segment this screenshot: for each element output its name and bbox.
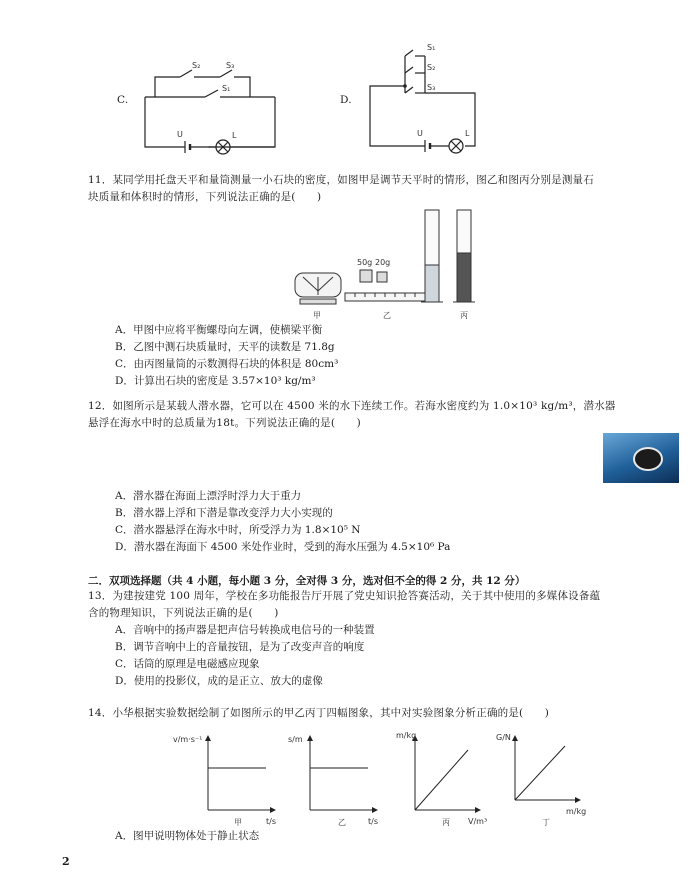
lamp-label: L [465, 129, 470, 138]
page-number: 2 [62, 855, 70, 868]
graph-xlabel: t/s [368, 817, 378, 826]
switch-label: S₁ [427, 43, 436, 52]
option-c: C．潜水器悬浮在海水中时，所受浮力为 1.8×10⁵ N [115, 524, 361, 536]
question-12-options [115, 488, 450, 556]
graph-label: 甲 [234, 818, 242, 827]
graph-ylabel: s/m [288, 735, 303, 744]
q14-graphs [170, 728, 600, 828]
graph-bing [415, 736, 480, 810]
q11-figure [285, 205, 495, 325]
submersible-photo [603, 433, 679, 483]
graph-label: 丙 [442, 818, 450, 827]
switch-label: S₂ [192, 61, 201, 70]
graph-ylabel: G/N [496, 733, 511, 742]
weights-icon [345, 270, 425, 301]
switch-label: S₁ [222, 84, 231, 93]
option-a: A．音响中的扬声器是把声信号转换成电信号的一种装置 [115, 624, 375, 636]
figure-label-yi: 乙 [383, 311, 391, 320]
balance-scale-icon [295, 273, 341, 304]
graph-xlabel: m/kg [566, 807, 587, 816]
switch-label: S₃ [427, 83, 436, 92]
option-d: D．计算出石块的密度是 3.57×10³ kg/m³ [115, 375, 316, 387]
measuring-cylinder-icon [421, 210, 475, 302]
option-a: A．甲图中应将平衡螺母向左调，使横梁平衡 [115, 324, 323, 336]
switch-label: S₂ [427, 63, 436, 72]
option-d: D．潜水器在海面下 4500 米处作业时，受到的海水压强为 4.5×10⁶ Pa [115, 541, 451, 553]
question-14-option-a: A．图甲说明物体处于静止状态 [115, 830, 260, 842]
question-14-stem: 14．小华根据实验数据绘制了如图所示的甲乙丙丁四幅图象，其中对实验图象分析正确的是( ) [88, 707, 550, 719]
lamp-label: L [232, 131, 237, 140]
section-2-title: 二．双项选择题（共 4 小题，每小题 3 分，全对得 3 分，选对但不全的得 2 分，共 12 分） [88, 575, 526, 587]
graph-xlabel: V/m³ [468, 817, 488, 826]
question-12-stem: 12．如图所示是某载人潜水器，它可以在 4500 米的水下连续工作。若海水密度约为 1.0×10³ kg/m³，潜水器 悬浮在海水中时的总质量为18t。下列说法正确的是( ) [88, 400, 616, 429]
circuit-c-diagram [130, 55, 290, 155]
option-d: D．使用的投影仪，成的是正立、放大的虚像 [115, 675, 323, 687]
circuit-d-diagram [355, 38, 505, 160]
option-c: C．由丙图量筒的示数测得石块的体积是 80cm³ [115, 358, 339, 370]
battery-label: U [417, 129, 423, 138]
graph-jia [208, 736, 275, 810]
graph-label: 丁 [542, 818, 550, 827]
option-d-label: D. [340, 94, 352, 106]
question-11-stem: 11．某同学用托盘天平和量筒测量一小石块的密度，如图甲是调节天平时的情形，图乙和图丙分别是测量石 块质量和体积时的情形，下列说法正确的是( ) [88, 174, 594, 203]
option-b: B．调节音响中上的音量按钮，是为了改变声音的响度 [115, 641, 365, 653]
graph-ylabel: v/m·s⁻¹ [173, 735, 203, 744]
battery-label: U [177, 130, 183, 139]
option-b: B．乙图中测石块质量时，天平的读数是 71.8g [115, 341, 335, 353]
question-13-options [115, 622, 375, 690]
submersible-icon [633, 447, 663, 471]
graph-xlabel: t/s [266, 817, 276, 826]
graph-label: 乙 [338, 818, 346, 827]
figure-label-jia: 甲 [313, 311, 321, 320]
graph-yi [310, 736, 377, 810]
option-b: B．潜水器上浮和下潜是靠改变浮力大小实现的 [115, 507, 333, 519]
figure-label-bing: 丙 [460, 311, 468, 320]
weight-label: 20g [375, 258, 391, 267]
graph-ylabel: m/kg [396, 731, 417, 740]
switch-label: S₃ [226, 61, 235, 70]
option-c-label: C. [117, 94, 129, 106]
weight-label: 50g [357, 258, 373, 267]
option-c: C．话筒的原理是电磁感应现象 [115, 658, 260, 670]
question-13-stem: 13．为建按建党 100 周年，学校在多功能报告厅开展了党史知识抢答赛活动，关于其中使用的多媒体设备蕴 含的物理知识，下列说法正确的是( ) [88, 590, 601, 619]
option-a: A．潜水器在海面上漂浮时浮力大于重力 [115, 490, 302, 502]
graph-ding [515, 736, 580, 800]
question-11-options [115, 322, 338, 390]
